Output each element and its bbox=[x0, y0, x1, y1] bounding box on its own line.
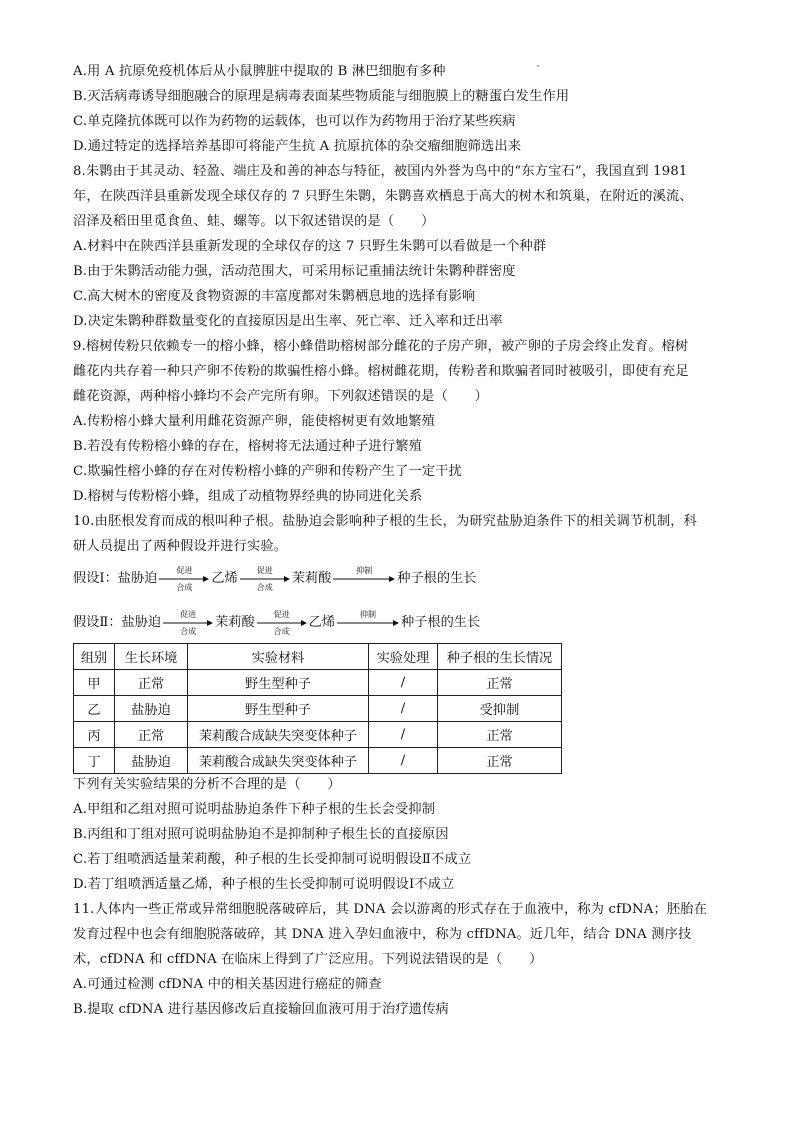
q8-option-d: D.决定朱鹮种群数量变化的直接原因是出生率、死亡率、迁入率和迁出率 bbox=[73, 314, 503, 329]
q11-stem-line2: 发育过程中也会有细胞脱落破碎，其 DNA 进入孕妇血液中，称为 cffDNA。近几年，结合 DNA 测序技 bbox=[73, 927, 692, 942]
hypothesis-2-node-salt: 盐胁迫 bbox=[121, 615, 162, 630]
arrow-top-label: 促进 bbox=[176, 566, 193, 575]
hypothesis-1-node-salt: 盐胁迫 bbox=[117, 571, 158, 586]
arrow-inhibit bbox=[337, 610, 399, 636]
table-header-cell: 种子根的生长情况 bbox=[438, 644, 562, 670]
q11-stem-line3: 术，cfDNA 和 cffDNA 在临床上得到了广泛应用。下列说法错误的是（ ） bbox=[73, 952, 543, 967]
q10-question: 下列有关实验结果的分析不合理的是（ ） bbox=[73, 777, 341, 792]
q10-stem-line2: 研人员提出了两种假设并进行实验。 bbox=[73, 539, 288, 554]
q8-stem-line3: 沼泽及稻田里觅食鱼、蛙、螺等。以下叙述错误的是（ ） bbox=[73, 214, 435, 229]
q10-option-b: B.丙组和丁组对照可说明盐胁迫不是抑制种子根生长的直接原因 bbox=[73, 827, 449, 842]
q10-option-c: C.若丁组喷洒适量茉莉酸，种子根的生长受抑制可说明假设Ⅱ不成立 bbox=[73, 852, 472, 867]
q8-option-a: A.材料中在陕西洋县重新发现的全球仅存的这 7 只野生朱鹮可以看做是一个种群 bbox=[73, 239, 547, 254]
arrow-bottom-label: 合成 bbox=[256, 583, 273, 592]
table-header-row bbox=[74, 644, 562, 670]
table-header-cell: 生长环境 bbox=[115, 644, 188, 670]
arrow-promote-synthesis bbox=[163, 610, 213, 636]
table-cell: 正常 bbox=[438, 670, 562, 696]
q9-stem-line2: 雌花内共存着一种只产卵不传粉的欺骗性榕小蜂。榕树雌花期，传粉者和欺骗者同时被吸引，即使有充足 bbox=[73, 364, 689, 379]
hypothesis-2-label: 假设Ⅱ： bbox=[73, 615, 122, 630]
hypothesis-1-node-ethylene: 乙烯 bbox=[211, 571, 238, 586]
arrow-promote-synthesis bbox=[257, 610, 307, 636]
table-cell: 丙 bbox=[74, 722, 115, 748]
table-cell: / bbox=[369, 722, 438, 748]
table-row bbox=[74, 670, 562, 696]
q9-option-d: D.榕树与传粉榕小蜂，组成了动植物界经典的协同进化关系 bbox=[73, 489, 423, 504]
arrow-bottom-label: 合成 bbox=[273, 627, 290, 636]
hypothesis-1-node-root-growth: 种子根的生长 bbox=[397, 571, 477, 586]
q11-option-a: A.可通过检测 cfDNA 中的相关基因进行癌症的筛查 bbox=[73, 977, 382, 992]
table-cell: 茉莉酸合成缺失突变体种子 bbox=[188, 748, 369, 774]
table-cell: 茉莉酸合成缺失突变体种子 bbox=[188, 722, 369, 748]
hypothesis-2-node-root-growth: 种子根的生长 bbox=[401, 615, 481, 630]
q10-option-a: A.甲组和乙组对照可说明盐胁迫条件下种子根的生长会受抑制 bbox=[73, 802, 436, 817]
arrow-bottom-label: 合成 bbox=[176, 583, 193, 592]
arrow-top-label: 抑制 bbox=[356, 566, 373, 575]
table-cell: / bbox=[369, 748, 438, 774]
arrow-top-label: 抑制 bbox=[360, 610, 377, 619]
q10-option-d: D.若丁组喷洒适量乙烯，种子根的生长受抑制可说明假设Ⅰ不成立 bbox=[73, 877, 455, 892]
arrow-bottom-label: 合成 bbox=[180, 627, 197, 636]
arrow-promote-synthesis bbox=[240, 566, 290, 592]
arrow-top-label: 促进 bbox=[273, 610, 290, 619]
table-cell: 盐胁迫 bbox=[115, 748, 188, 774]
arrow-inhibit bbox=[333, 566, 395, 592]
hypothesis-2-node-jasmonate: 茉莉酸 bbox=[215, 615, 255, 630]
table-cell: 正常 bbox=[115, 670, 188, 696]
table-header-cell: 实验处理 bbox=[369, 644, 438, 670]
table-cell: 盐胁迫 bbox=[115, 696, 188, 722]
hypothesis-1 bbox=[73, 566, 476, 592]
hypothesis-1-node-jasmonate: 茉莉酸 bbox=[291, 571, 332, 586]
table-row bbox=[74, 722, 562, 748]
table-cell: 正常 bbox=[438, 722, 562, 748]
table-cell: 甲 bbox=[74, 670, 115, 696]
q8-stem-line2: 年，在陕西洋县重新发现全球仅存的 7 只野生朱鹮，朱鹮喜欢栖息于高大的树木和筑巢，在附近的溪流、 bbox=[73, 189, 693, 204]
table-cell: 野生型种子 bbox=[188, 696, 369, 722]
arrow-top-label: 促进 bbox=[256, 566, 273, 575]
q9-stem-line3: 雌花资源，两种榕小蜂均不会产完所有卵。下列叙述错误的是（ ） bbox=[73, 389, 489, 404]
q9-option-a: A.传粉榕小蜂大量利用雌花资源产卵，能使榕树更有效地繁殖 bbox=[73, 414, 436, 429]
table-row bbox=[74, 748, 562, 774]
table-cell: / bbox=[369, 670, 438, 696]
hypothesis-2-node-ethylene: 乙烯 bbox=[308, 615, 336, 630]
hypothesis-2 bbox=[73, 610, 480, 636]
q8-option-c: C.高大树木的密度及食物资源的丰富度都对朱鹮栖息地的选择有影响 bbox=[73, 289, 476, 304]
table-cell: 正常 bbox=[115, 722, 188, 748]
scan-speck bbox=[537, 65, 539, 67]
table-cell: / bbox=[369, 696, 438, 722]
arrow-top-label: 促进 bbox=[180, 610, 197, 619]
q9-option-c: C.欺骗性榕小蜂的存在对传粉榕小蜂的产卵和传粉产生了一定干扰 bbox=[73, 464, 463, 479]
table-cell: 乙 bbox=[74, 696, 115, 722]
table-row bbox=[74, 696, 562, 722]
table-header-cell: 组别 bbox=[74, 644, 115, 670]
table-cell: 丁 bbox=[74, 748, 115, 774]
q11-option-b: B.提取 cfDNA 进行基因修改后直接输回血液可用于治疗遗传病 bbox=[73, 1002, 449, 1017]
q11-stem-line1: 11.人体内一些正常或异常细胞脱落破碎后，其 DNA 会以游离的形式存在于血液中，称为 cfDNA；胚胎在 bbox=[73, 902, 707, 917]
arrow-promote-synthesis bbox=[159, 566, 209, 592]
q8-stem-line1: 8.朱鹮由于其灵动、轻盈、端庄及和善的神态与特征，被国内外誉为鸟中的“东方宝石”，我国直到 1981 bbox=[73, 164, 688, 179]
q8-option-b: B.由于朱鹮活动能力强，活动范围大，可采用标记重捕法统计朱鹮种群密度 bbox=[73, 264, 516, 279]
q9-stem-line1: 9.榕树传粉只依赖专一的榕小蜂，榕小蜂借助榕树部分雌花的子房产卵，被产卵的子房会终止发育。榕树 bbox=[73, 339, 689, 354]
q9-option-b: B.若没有传粉榕小蜂的存在，榕树将无法通过种子进行繁殖 bbox=[73, 439, 422, 454]
q7-option-c: C.单克隆抗体既可以作为药物的运载体，也可以作为药物用于治疗某些疾病 bbox=[73, 114, 516, 129]
q7-option-d: D.通过特定的选择培养基即可将能产生抗 A 抗原抗体的杂交瘤细胞筛选出来 bbox=[73, 139, 522, 154]
table-cell: 野生型种子 bbox=[188, 670, 369, 696]
q7-option-a: A.用 A 抗原免疫机体后从小鼠脾脏中提取的 B 淋巴细胞有多种 bbox=[73, 64, 446, 79]
table-cell: 受抑制 bbox=[438, 696, 562, 722]
q10-stem-line1: 10.由胚根发育而成的根叫种子根。盐胁迫会影响种子根的生长，为研究盐胁迫条件下的相关调节机制，科 bbox=[73, 514, 698, 529]
q7-option-b: B.灭活病毒诱导细胞融合的原理是病毒表面某些物质能与细胞膜上的糖蛋白发生作用 bbox=[73, 89, 570, 104]
experiment-table bbox=[73, 643, 562, 774]
table-header-cell: 实验材料 bbox=[188, 644, 369, 670]
hypothesis-1-label: 假设Ⅰ： bbox=[73, 571, 118, 586]
table-cell: 正常 bbox=[438, 748, 562, 774]
